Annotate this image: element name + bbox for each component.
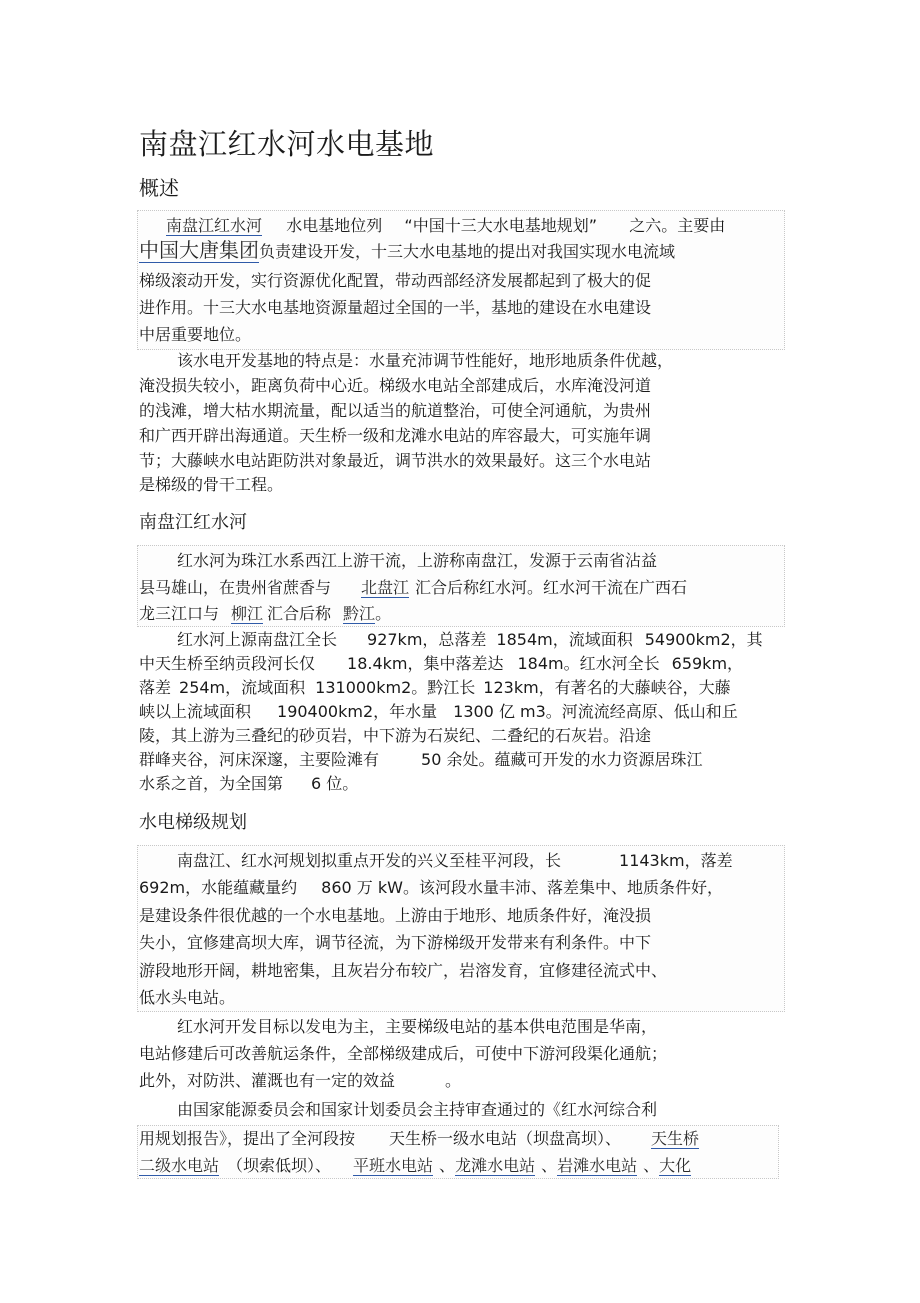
intro-text-plan: “中国十三大水电基地规划” — [404, 216, 597, 235]
intro-line-1 — [166, 215, 725, 237]
p5-line-6: 低水头电站。 — [139, 988, 236, 1007]
p3-line-2 — [139, 577, 687, 599]
p3-text-d: 汇合后称 — [267, 604, 332, 623]
p3-text-b: 汇合后称红水河。红水河干流在广西石 — [415, 578, 688, 597]
link-pingban[interactable]: 平班水电站 — [353, 1156, 434, 1175]
p4-line-3 — [139, 677, 731, 699]
section-heading-planning: 水电梯级规划 — [139, 812, 247, 833]
p2-line-1: 该水电开发基地的特点是：水量充沛调节性能好，地形地质条件优越， — [177, 351, 674, 370]
p2-line-3: 的浅滩，增大枯水期流量，配以适当的航道整治，可使全河通航，为贵州 — [139, 401, 652, 420]
p6-text: 此外，对防洪、灌溉也有一定的效益 — [139, 1071, 396, 1090]
p4-value: 254m，流域面积 — [179, 678, 306, 697]
link-tianshengqiao[interactable]: 天生桥 — [651, 1129, 700, 1148]
p4-value: 50 余处。蕴藏可开发的水力资源居珠江 — [421, 750, 703, 769]
p7-line-1: 由国家能源委员会和国家计划委员会主持审查通过的《红水河综合利 — [177, 1100, 658, 1119]
p4-value: 184m。红水河全长 — [517, 654, 660, 673]
intro-line-5: 中居重要地位。 — [139, 325, 252, 344]
p4-value: 131000km2。黔江长 — [315, 678, 476, 697]
p4-line-2 — [139, 653, 743, 675]
p4-value: 54900km2，其 — [644, 630, 763, 649]
p6-end: 。 — [445, 1071, 462, 1090]
p7-sep: 、 — [643, 1156, 660, 1175]
link-nanpan-hongshui[interactable]: 南盘江红水河 — [166, 216, 263, 235]
intro-line-2 — [139, 239, 675, 263]
p4-text: 落差 — [139, 678, 172, 697]
p7-text: 天生桥一级水电站（坝盘高坝）、 — [389, 1129, 622, 1148]
p7-text: 用规划报告》，提出了全河段按 — [139, 1129, 356, 1148]
p5-line-5: 游段地形开阔，耕地密集，且灰岩分布较广，岩溶发育，宜修建径流式中、 — [139, 961, 668, 980]
p5-line-4: 失小，宜修建高坝大库，调节径流，为下游梯级开发带来有利条件。中下 — [139, 933, 652, 952]
p4-text: 中天生桥至纳贡段河长仅 — [139, 654, 316, 673]
p4-value: 1300 亿 m3。河流流经高原、低山和丘 — [453, 702, 738, 721]
p7-line-2 — [139, 1128, 699, 1150]
p3-line-1: 红水河为珠江水系西江上游干流，上游称南盘江，发源于云南省沾益 — [177, 551, 658, 570]
p5-line-2 — [139, 877, 723, 899]
p5-line-1 — [177, 850, 733, 872]
p4-value: 927km，总落差 — [367, 630, 487, 649]
p4-value: 18.4km，集中落差达 — [347, 654, 504, 673]
p5-value: 860 万 kW。该河段水量丰沛、落差集中、地质条件好， — [321, 878, 723, 897]
p4-value: 123km，有著名的大藤峡谷，大藤 — [483, 678, 731, 697]
p3-text-e: 。 — [375, 604, 392, 623]
p4-value: 190400km2，年水量 — [277, 702, 438, 721]
link-yantan[interactable]: 岩滩水电站 — [557, 1156, 638, 1175]
section-heading-overview: 概述 — [139, 176, 179, 200]
p4-value: 659km， — [671, 654, 744, 673]
p5-value: 692m，水能蕴藏量约 — [139, 878, 298, 897]
link-beipan-river[interactable]: 北盘江 — [361, 578, 410, 597]
p4-line-5: 陵，其上游为三叠纪的砂页岩，中下游为石炭纪、二叠纪的石灰岩。沿途 — [139, 726, 652, 745]
p4-text: 红水河上源南盘江全长 — [177, 630, 338, 649]
p7-sep: 、 — [541, 1156, 558, 1175]
p4-text: 水系之首，为全国第 — [139, 774, 284, 793]
link-qian-river[interactable]: 黔江 — [343, 604, 376, 623]
p7-line-3 — [139, 1155, 691, 1177]
intro-line-4: 进作用。十三大水电基地资源量超过全国的一半，基地的建设在水电建设 — [139, 298, 652, 317]
p3-text-c: 龙三江口与 — [139, 604, 220, 623]
link-datang-group[interactable]: 中国大唐集团 — [139, 238, 259, 262]
p5-value: 1143km，落差 — [619, 851, 733, 870]
p2-line-6: 是梯级的骨干工程。 — [139, 475, 284, 494]
p4-value: 6 位。 — [311, 774, 359, 793]
p7-text: （坝索低坝）、 — [227, 1156, 332, 1175]
page-title: 南盘江红水河水电基地 — [139, 127, 435, 161]
intro-text-a: 水电基地位列 — [286, 216, 383, 235]
p6-line-3 — [139, 1070, 461, 1092]
intro-text-c: 负责建设开发，十三大水电基地的提出对我国实现水电流域 — [259, 242, 676, 261]
p2-line-2: 淹没损失较小，距离负荷中心近。梯级水电站全部建成后，水库淹没河道 — [139, 376, 652, 395]
p3-line-3 — [139, 603, 391, 625]
p4-value: 1854m，流域面积 — [496, 630, 633, 649]
p4-line-6 — [139, 749, 702, 771]
p7-sep: 、 — [439, 1156, 456, 1175]
p6-line-2: 电站修建后可改善航运条件，全部梯级建成后，可使中下游河段渠化通航； — [139, 1044, 668, 1063]
p4-text: 峡以上流域面积 — [139, 702, 252, 721]
section-heading-nanpan: 南盘江红水河 — [139, 512, 247, 533]
p5-text: 南盘江、红水河规划拟重点开发的兴义至桂平河段，长 — [177, 851, 562, 870]
link-tianshengqiao-2[interactable]: 二级水电站 — [139, 1156, 220, 1175]
intro-line-3: 梯级滚动开发，实行资源优化配置，带动西部经济发展都起到了极大的促 — [139, 271, 652, 290]
p6-line-1: 红水河开发目标以发电为主，主要梯级电站的基本供电范围是华南， — [177, 1017, 658, 1036]
link-dahua[interactable]: 大化 — [659, 1156, 692, 1175]
p3-text-a: 县马雄山，在贵州省蔗香与 — [139, 578, 332, 597]
intro-text-b: 之六。主要由 — [629, 216, 726, 235]
p2-line-4: 和广西开辟出海通道。天生桥一级和龙滩水电站的库容最大，可实施年调 — [139, 426, 652, 445]
link-longtan[interactable]: 龙滩水电站 — [455, 1156, 536, 1175]
p2-line-5: 节；大藤峡水电站距防洪对象最近，调节洪水的效果最好。这三个水电站 — [139, 451, 652, 470]
p4-line-7 — [139, 773, 358, 795]
p4-line-4 — [139, 701, 738, 723]
p4-text: 群峰夹谷，河床深邃，主要险滩有 — [139, 750, 380, 769]
p5-line-3: 是建设条件很优越的一个水电基地。上游由于地形、地质条件好，淹没损 — [139, 906, 652, 925]
p4-line-1 — [177, 629, 763, 651]
link-liu-river[interactable]: 柳江 — [231, 604, 264, 623]
